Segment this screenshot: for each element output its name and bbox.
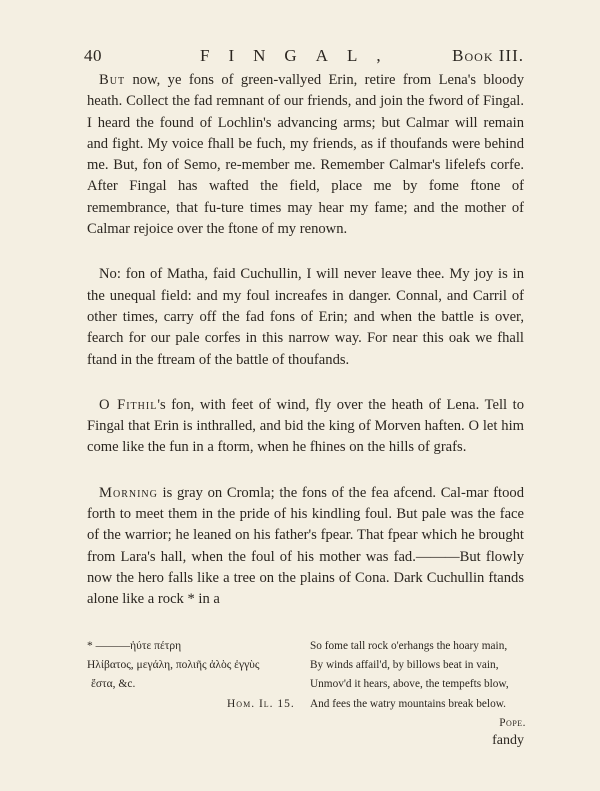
page-number: 40 — [84, 46, 102, 65]
paragraph-lead: Morning — [99, 484, 158, 501]
main-text — [87, 70, 524, 635]
verse-line: By winds affail'd, by billows beat in vain, — [310, 659, 499, 672]
catchword: fandy — [492, 733, 524, 748]
greek-line: ἔστα, &c. — [91, 678, 136, 691]
footnote-verse — [310, 637, 526, 733]
running-title: FINGAL, — [200, 46, 400, 65]
verse-line: Unmov'd it hears, above, the tempefts blow, — [310, 678, 509, 691]
paragraph-text: now, ye fons of green-vallyed Erin, retire from Lena's bloody heath. Collect the fad remnant of our friends, and join the fword of Fingal. I heard the found of Lochlin's advancing arms; but Calmar will remain and fight. My voice fhall be fuch, my friends, as if thoufands were behind me. But, fon of Semo, re-member me. Remember Calmar's lifelefs corfe. After Fingal has wafted the field, place me by fome ftone of remembrance, that fu-ture times may hear my fame; and the mother of Calmar rejoice over the ftone of my renown. — [87, 72, 524, 238]
footnote — [87, 637, 524, 757]
book-label: Book III. — [452, 46, 524, 65]
greek-line: Ηλίβατος, μεγάλη, πολιῆς ἁλὸς ἐγγὺς — [87, 659, 260, 672]
footnote-greek — [87, 637, 297, 714]
paragraph — [87, 483, 524, 611]
greek-line: * ———ἠύτε πέτρη — [87, 640, 182, 652]
verse-author: Pope. — [499, 716, 526, 729]
verse-line: And fees the watry mountains break below. — [310, 697, 506, 710]
greek-citation: Hom. Il. 15. — [227, 697, 295, 710]
running-header — [84, 46, 524, 68]
paragraph-text: No: fon of Matha, faid Cuchullin, I will never leave thee. My joy is in the unequal field: and my foul increafes in danger. Connal, and Carril of other times, carry off the fad fons of Erin; and when the battle is over, fearch for our pale corfes in this narrow way. For near this oak we fhall ftand in the ftream of the battle of thoufands. — [87, 266, 524, 368]
paragraph-lead: But — [99, 72, 126, 88]
paragraph-text: is gray on Cromla; the fons of the fea afcend. Cal-mar ftood forth to meet them in the pride of his kindling foul. But pale was the face of the warrior; he leaned on his father's fpear. That fpear which he brought from Lara's hall, when the foul of his mother was fad.———But flowly now the hero falls like a tree on the plains of Cona. Dark Cuchullin ftands alone like a rock * in a — [87, 484, 524, 608]
paragraph-text: 's fon, with feet of wind, fly over the heath of Lena. Tell to Fingal that Erin is inthralled, and bid the king of Morven haften. O let him come like the fun in a ftorm, when he fhines on the hills of grafs. — [87, 396, 525, 456]
paragraph — [87, 70, 524, 240]
paragraph — [87, 395, 524, 459]
paragraph-lead: O Fithil — [99, 396, 158, 413]
paragraph — [87, 264, 524, 370]
verse-line: So fome tall rock o'erhangs the hoary main, — [310, 640, 508, 652]
